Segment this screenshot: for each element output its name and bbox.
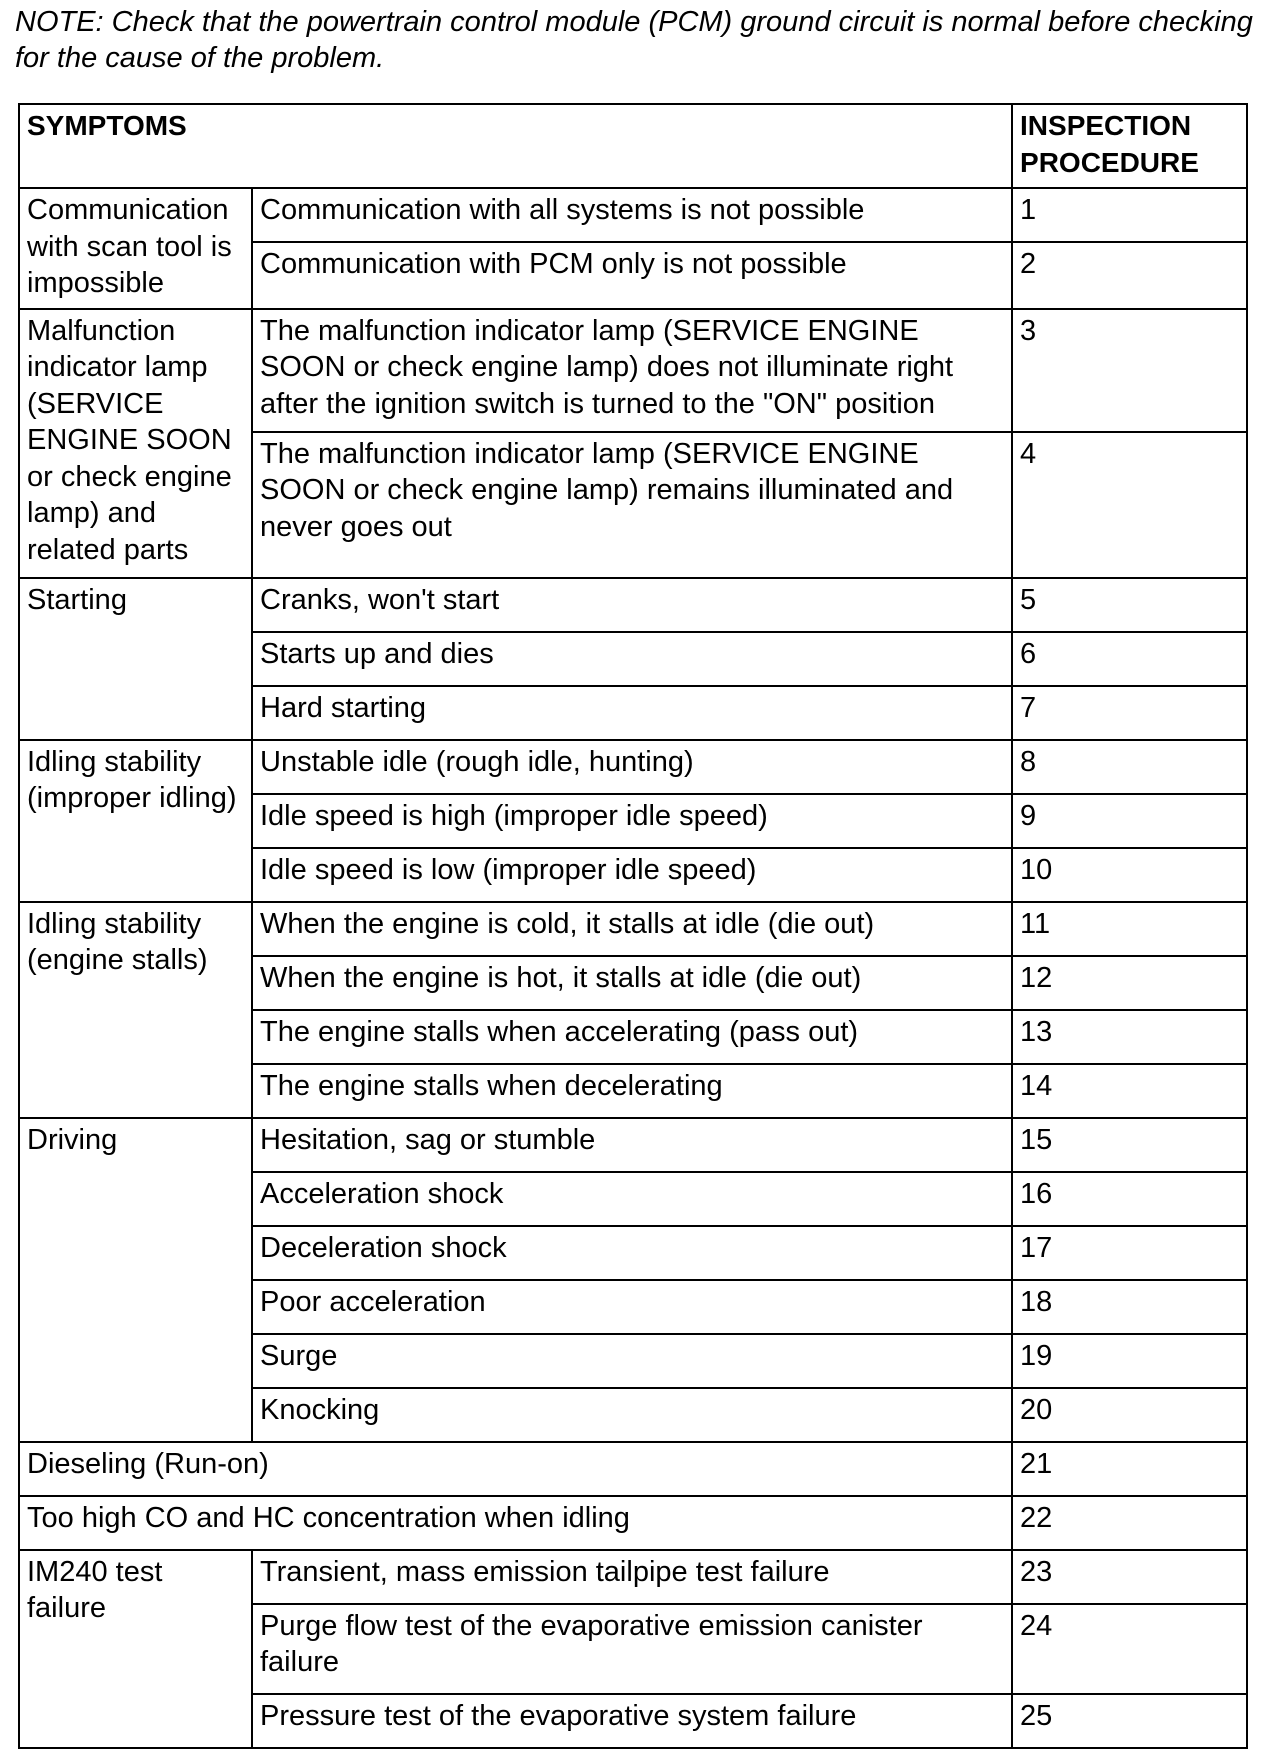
procedure-cell: 15 — [1012, 1118, 1247, 1172]
symptom-cell: The engine stalls when decelerating — [252, 1064, 1012, 1118]
symptom-cell: Purge flow test of the evaporative emission canister failure — [252, 1604, 1012, 1694]
symptom-cell: Hesitation, sag or stumble — [252, 1118, 1012, 1172]
procedure-cell: 12 — [1012, 956, 1247, 1010]
symptom-cell: Pressure test of the evaporative system failure — [252, 1694, 1012, 1748]
procedure-cell: 24 — [1012, 1604, 1247, 1694]
table-row — [19, 188, 1247, 242]
symptom-cell: The malfunction indicator lamp (SERVICE ENGINE SOON or check engine lamp) does not illuminate right after the ignition switch is turned to the "ON" position — [252, 309, 1012, 432]
group-idling-improper: Idling stability (improper idling) — [19, 740, 252, 902]
procedure-cell: 13 — [1012, 1010, 1247, 1064]
symptom-cell: Communication with PCM only is not possible — [252, 242, 1012, 309]
symptom-cell: Acceleration shock — [252, 1172, 1012, 1226]
symptom-cell: Deceleration shock — [252, 1226, 1012, 1280]
symptom-cell: The engine stalls when accelerating (pass out) — [252, 1010, 1012, 1064]
procedure-cell: 22 — [1012, 1496, 1247, 1550]
table-row — [19, 902, 1247, 956]
procedure-cell: 18 — [1012, 1280, 1247, 1334]
procedure-cell: 5 — [1012, 578, 1247, 632]
group-communication: Communication with scan tool is impossible — [19, 188, 252, 309]
procedure-cell: 9 — [1012, 794, 1247, 848]
procedure-cell: 3 — [1012, 309, 1247, 432]
procedure-cell: 21 — [1012, 1442, 1247, 1496]
table-row — [19, 1496, 1247, 1550]
table-header-row — [19, 104, 1247, 188]
group-driving: Driving — [19, 1118, 252, 1442]
symptom-cell: Idle speed is low (improper idle speed) — [252, 848, 1012, 902]
symptom-cell: Starts up and dies — [252, 632, 1012, 686]
procedure-cell: 11 — [1012, 902, 1247, 956]
procedure-cell: 1 — [1012, 188, 1247, 242]
symptom-cell: Cranks, won't start — [252, 578, 1012, 632]
symptom-cell: Communication with all systems is not possible — [252, 188, 1012, 242]
symptom-cell: Unstable idle (rough idle, hunting) — [252, 740, 1012, 794]
procedure-cell: 14 — [1012, 1064, 1247, 1118]
procedure-cell: 4 — [1012, 432, 1247, 578]
procedure-cell: 19 — [1012, 1334, 1247, 1388]
symptom-table — [18, 103, 1248, 1749]
symptoms-header: SYMPTOMS — [19, 104, 1012, 188]
symptom-cell: When the engine is hot, it stalls at idle (die out) — [252, 956, 1012, 1010]
procedure-cell: 17 — [1012, 1226, 1247, 1280]
table-row — [19, 1442, 1247, 1496]
symptom-cell: Poor acceleration — [252, 1280, 1012, 1334]
symptom-cell: Knocking — [252, 1388, 1012, 1442]
symptom-cell: Hard starting — [252, 686, 1012, 740]
inspection-procedure-header: INSPECTION PROCEDURE — [1012, 104, 1247, 188]
procedure-cell: 2 — [1012, 242, 1247, 309]
procedure-cell: 23 — [1012, 1550, 1247, 1604]
procedure-cell: 7 — [1012, 686, 1247, 740]
table-row — [19, 1118, 1247, 1172]
table-row — [19, 309, 1247, 432]
symptom-cell: Transient, mass emission tailpipe test failure — [252, 1550, 1012, 1604]
group-co-hc: Too high CO and HC concentration when idling — [19, 1496, 1012, 1550]
table-row — [19, 1550, 1247, 1604]
symptom-cell: When the engine is cold, it stalls at idle (die out) — [252, 902, 1012, 956]
group-dieseling: Dieseling (Run-on) — [19, 1442, 1012, 1496]
procedure-cell: 20 — [1012, 1388, 1247, 1442]
table-row — [19, 578, 1247, 632]
procedure-cell: 25 — [1012, 1694, 1247, 1748]
group-starting: Starting — [19, 578, 252, 740]
symptom-cell: The malfunction indicator lamp (SERVICE ENGINE SOON or check engine lamp) remains illuminated and never goes out — [252, 432, 1012, 578]
table-row — [19, 740, 1247, 794]
procedure-cell: 16 — [1012, 1172, 1247, 1226]
procedure-cell: 8 — [1012, 740, 1247, 794]
symptom-cell: Surge — [252, 1334, 1012, 1388]
procedure-cell: 10 — [1012, 848, 1247, 902]
note-text: NOTE: Check that the powertrain control module (PCM) ground circuit is normal before checking for the cause of the problem. — [15, 6, 1253, 74]
symptom-cell: Idle speed is high (improper idle speed) — [252, 794, 1012, 848]
procedure-cell: 6 — [1012, 632, 1247, 686]
group-idling-stalls: Idling stability (engine stalls) — [19, 902, 252, 1118]
group-malfunction-indicator-lamp: Malfunction indicator lamp (SERVICE ENGINE SOON or check engine lamp) and related parts — [19, 309, 252, 578]
group-im240: IM240 test failure — [19, 1550, 252, 1748]
